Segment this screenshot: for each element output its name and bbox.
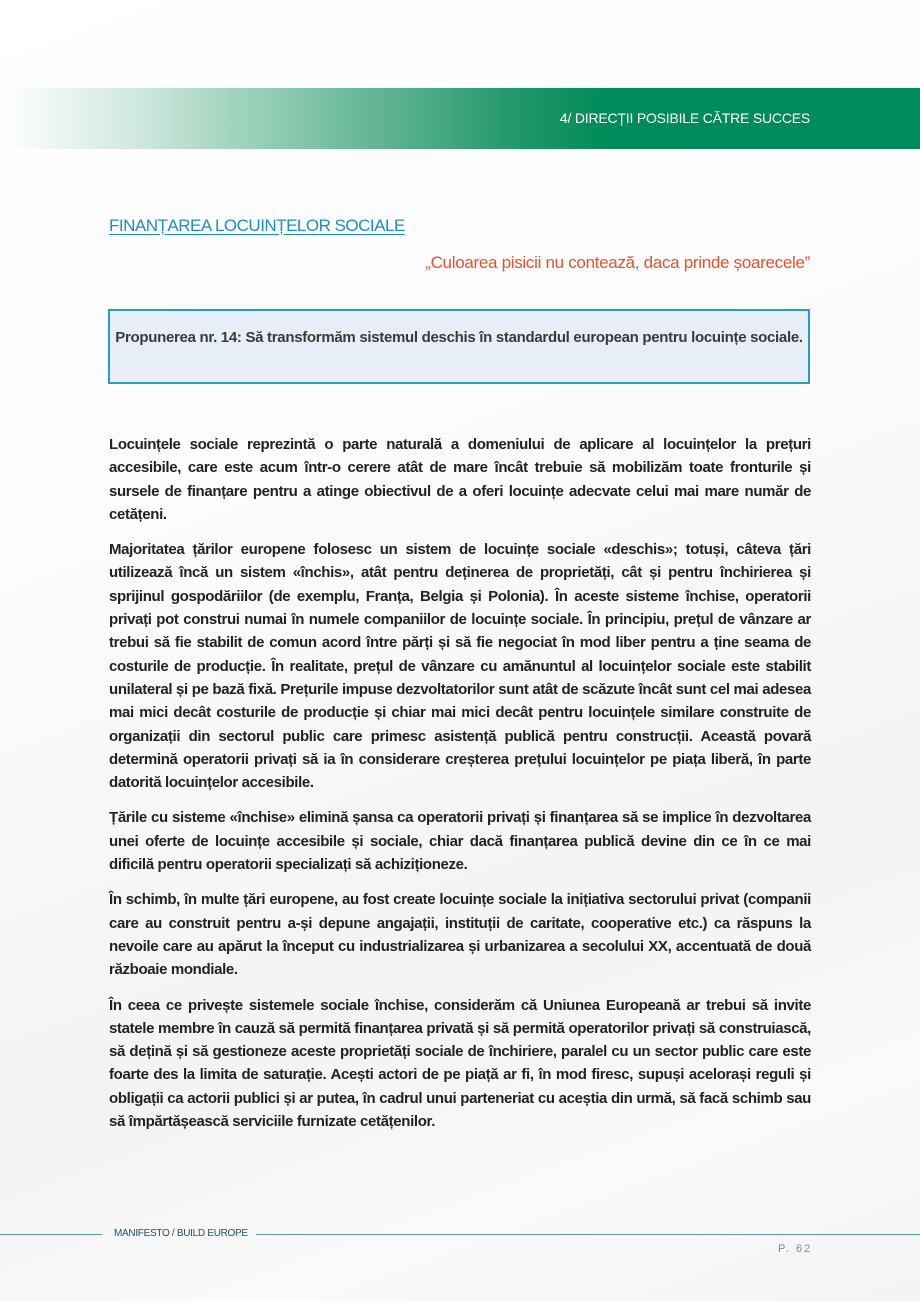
- footer-divider-left: [0, 1234, 102, 1235]
- footer-divider-right: [256, 1234, 920, 1235]
- page-number: P. 62: [778, 1243, 813, 1255]
- paragraph: Majoritatea țărilor europene folosesc un sistem de locuințe sociale «deschis»; totuși, câteva țări utilizează încă un sistem «închis», atât pentru deținerea de proprietăți, cât și pentru închirierea și sprijinul gospodăriilor (de exemplu, Franța, Belgia și Polonia). În aceste sisteme închise, operatorii privați pot construi numai în numele companiilor de locuințe sociale. În principiu, prețul de vânzare ar trebui să fie stabilit de comun acord între părți și să fie negociat în mod liber pentru a ține seama de costurile de producție. În realitate, prețul de vânzare cu amănuntul al locuințelor sociale este stabilit unilateral și pe bază fixă. Prețurile impuse dezvoltatorilor sunt atât de scăzute încât sunt cel mai adesea mai mici decât costurile de producție și chiar mai mici decât pentru locuințele similare construite de organizații din sectorul public care primesc asistență publică pentru construcții. Această povară determină operatorii privați să ia în considerare creșterea prețului locuințelor pe piața liberă, în parte datorită locuințelor accesibile.: [109, 541, 811, 792]
- proposal-box: [108, 309, 810, 384]
- section-title: FINANȚAREA LOCUINȚELOR SOCIALE: [109, 216, 405, 235]
- paragraph: În ceea ce privește sistemele sociale închise, considerăm că Uniunea Europeană ar trebui să invite statele membre în cauză să permită finanțarea privată și să permită operatorilor privați să construiască, să dețină și să gestioneze aceste proprietăți sociale de închiriere, paralel cu un sector public care este foarte des la limita de saturație. Acești actori de pe piață ar fi, în mod firesc, supuși acelorași reguli și obligații ca actorii publici și ar putea, în cadrul unui parteneriat cu aceștia din urmă, să facă schimb sau să împărtășească serviciile furnizate cetățenilor.: [109, 996, 811, 1131]
- chapter-title: 4/ DIRECȚII POSIBILE CĂTRE SUCCES: [559, 110, 810, 126]
- section-quote: „Culoarea pisicii nu contează, daca prinde șoarecele”: [425, 253, 810, 272]
- paragraph: În schimb, în multe țări europene, au fost create locuințe sociale la inițiativa sectorului privat (companii care au construit pentru a-și depune angajații, instituții de caritate, cooperative etc.) ca răspuns la nevoile care au apărut la început cu industrializarea și urbanizarea a secolului XX, accentuată de două războaie mondiale.: [109, 891, 811, 979]
- chapter-header-band: [0, 88, 920, 149]
- proposal-text: Propunerea nr. 14: Să transformăm sistemul deschis în standardul european pentru locuințe sociale.: [115, 329, 803, 346]
- body-text: [109, 433, 811, 1145]
- footer-brand: MANIFESTO / BUILD EUROPE: [114, 1228, 248, 1239]
- paragraph: Țările cu sisteme «închise» elimină șansa ca operatorii privați și finanțarea să se implice în dezvoltarea unei oferte de locuințe accesibile și sociale, chiar dacă finanțarea publică devine din ce în ce mai dificilă pentru operatorii specializați să achiziționeze.: [109, 809, 811, 874]
- paragraph: Locuințele sociale reprezintă o parte naturală a domeniului de aplicare al locuințelor la prețuri accesibile, care este acum într-o cerere atât de mare încât trebuie să mobilizăm toate fronturile și sursele de finanțare pentru a atinge obiectivul de a oferi locuințe adecvate celui mai mare număr de cetățeni.: [109, 436, 811, 523]
